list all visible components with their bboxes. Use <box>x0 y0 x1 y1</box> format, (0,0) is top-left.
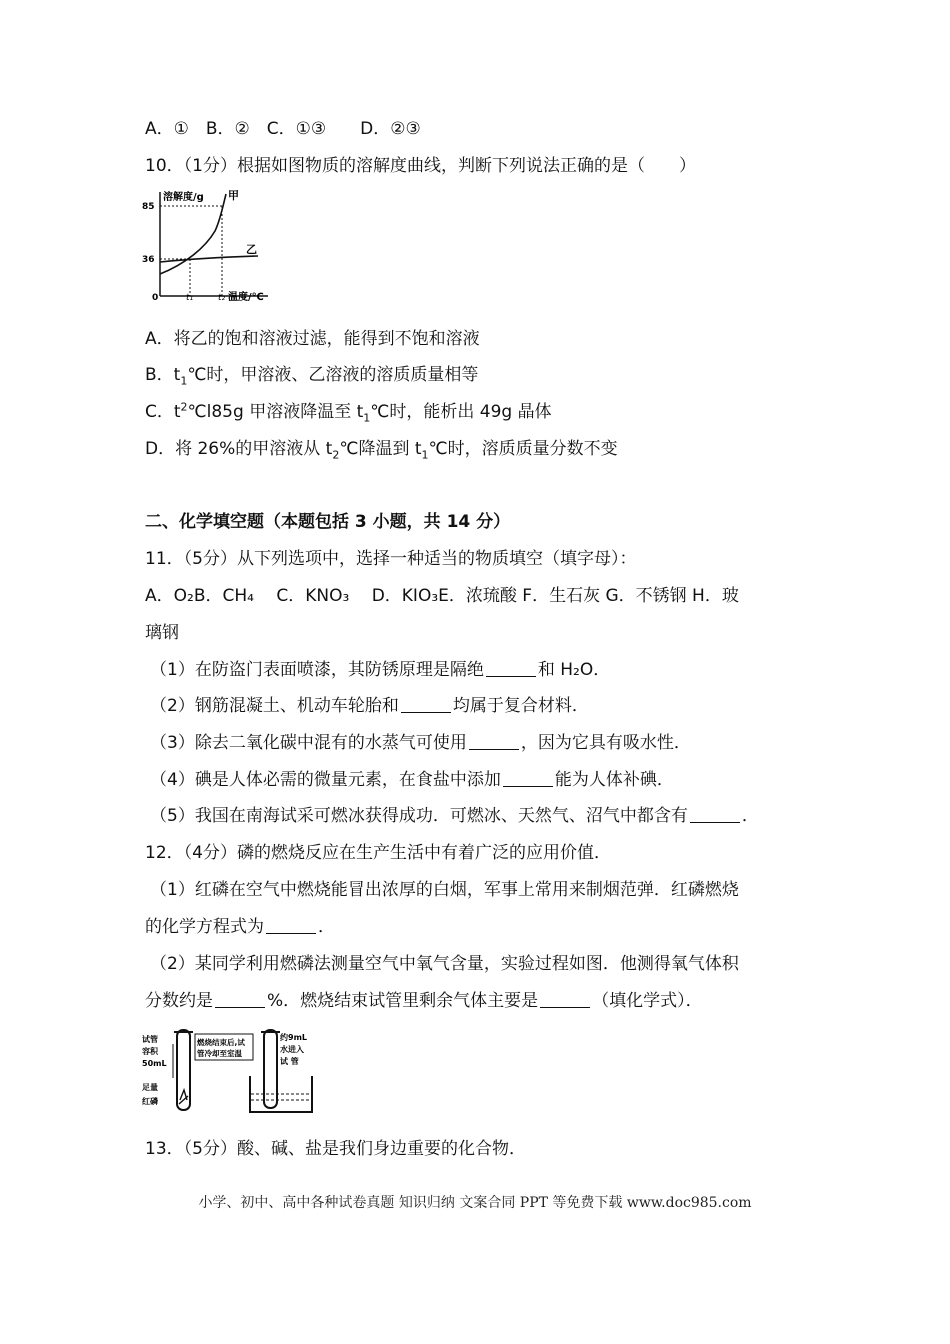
blank[interactable] <box>401 696 451 713</box>
phosphorus-experiment-figure <box>140 1028 330 1114</box>
q10-option-c: C．$t^2℃l85g$ 甲溶液降温至 $t_1℃$时，能析出 49g 晶体 <box>145 400 552 425</box>
label-right-1: 约9mL <box>280 1033 307 1042</box>
test-tube-left <box>177 1030 190 1110</box>
x-tick-t1: t₁ <box>186 293 194 303</box>
label-mid-1: 燃烧结束后,试 <box>197 1038 245 1047</box>
blank[interactable] <box>486 660 536 677</box>
q11-sub4: （4）碘是人体必需的微量元素，在食盐中添加 能为人体补碘． <box>150 770 674 790</box>
label-right-3: 试 管 <box>280 1057 299 1066</box>
blank[interactable] <box>503 770 553 787</box>
q12-sub1-line2: 的化学方程式为 ． <box>145 917 335 937</box>
label-p-2: 红磷 <box>142 1097 158 1106</box>
solubility-chart <box>140 186 275 304</box>
label-p-1: 足量 <box>142 1083 158 1092</box>
q10-option-a: A．将乙的饱和溶液过滤，能得到不饱和溶液 <box>145 329 480 349</box>
y-tick-36: 36 <box>142 255 155 265</box>
curve-jia-label: 甲 <box>228 189 239 202</box>
label-tube-3: 50mL <box>142 1059 167 1068</box>
q11-sub2: （2）钢筋混凝土、机动车轮胎和 均属于复合材料． <box>150 696 589 716</box>
q12-sub1-line1: （1）红磷在空气中燃烧能冒出浓厚的白烟，军事上常用来制烟范弹．红磷燃烧 <box>150 880 739 900</box>
x-tick-t2: t₂ <box>218 293 226 303</box>
x-axis-label: 温度/℃ <box>228 292 264 303</box>
label-mid-2: 管冷却至室温 <box>197 1049 242 1058</box>
q9-options: A．① B．② C．①③ D．②③ <box>145 119 421 139</box>
curve-yi-label: 乙 <box>246 243 257 256</box>
q12-sub2-line2: 分数约是 %．燃烧结束试管里剩余气体主要是 （填化学式）． <box>145 991 703 1011</box>
curve-yi <box>160 256 258 262</box>
red-phosphorus <box>179 1090 188 1104</box>
q11-sub3: （3）除去二氧化碳中混有的水蒸气可使用 ，因为它具有吸水性． <box>150 733 691 753</box>
blank[interactable] <box>266 917 316 934</box>
section2-title: 二、化学填空题（本题包括 3 小题，共 14 分） <box>145 512 511 532</box>
label-tube-1: 试管 <box>142 1035 158 1044</box>
origin-label: 0 <box>152 293 159 303</box>
q11-sub5: （5）我国在南海试采可燃冰获得成功．可燃冰、天然气、沼气中都含有 ． <box>150 806 759 826</box>
y-tick-85: 85 <box>142 202 155 212</box>
q12-sub2-line1: （2）某同学利用燃磷法测量空气中氧气含量，实验过程如图．他测得氧气体积 <box>150 954 739 974</box>
q11-stem: 11．（5分）从下列选项中，选择一种适当的物质填空（填字母）： <box>145 549 637 569</box>
q11-sub1: （1）在防盗门表面喷漆，其防锈原理是隔绝 和 H₂O． <box>150 660 611 680</box>
y-axis-label: 溶解度/g <box>163 192 204 203</box>
q10-stem: 10．（1分）根据如图物质的溶解度曲线，判断下列说法正确的是（ ） <box>145 156 696 176</box>
q11-options-line1: A．O₂B．CH₄ C．KNO₃ D．KIO₃E．浓琉酸 F．生石灰 G．不锈钢 H．玻 <box>145 586 739 606</box>
q12-stem: 12．（4分）磷的燃烧反应在生产生活中有着广泛的应用价值． <box>145 843 611 863</box>
q10-option-d: D．将 26%的甲溶液从 $t_2℃$降温到 $t_1℃$时，溶质质量分数不变 <box>145 439 618 462</box>
q10-option-b: B．$t_1℃$时，甲溶液、乙溶液的溶质质量相等 <box>145 365 479 388</box>
blank[interactable] <box>469 733 519 750</box>
label-tube-2: 容积 <box>142 1047 158 1056</box>
blank[interactable] <box>540 991 590 1008</box>
page-footer: 小学、初中、高中各种试卷真题 知识归纳 文案合同 PPT 等免费下载 www.doc985.com <box>198 1195 752 1211</box>
q13-stem: 13．（5分）酸、碱、盐是我们身边重要的化合物． <box>145 1139 526 1159</box>
blank[interactable] <box>215 991 265 1008</box>
test-tube-right <box>264 1030 277 1108</box>
q11-options-line2: 璃钢 <box>145 623 179 643</box>
label-right-2: 水进入 <box>280 1045 304 1054</box>
blank[interactable] <box>690 806 740 823</box>
